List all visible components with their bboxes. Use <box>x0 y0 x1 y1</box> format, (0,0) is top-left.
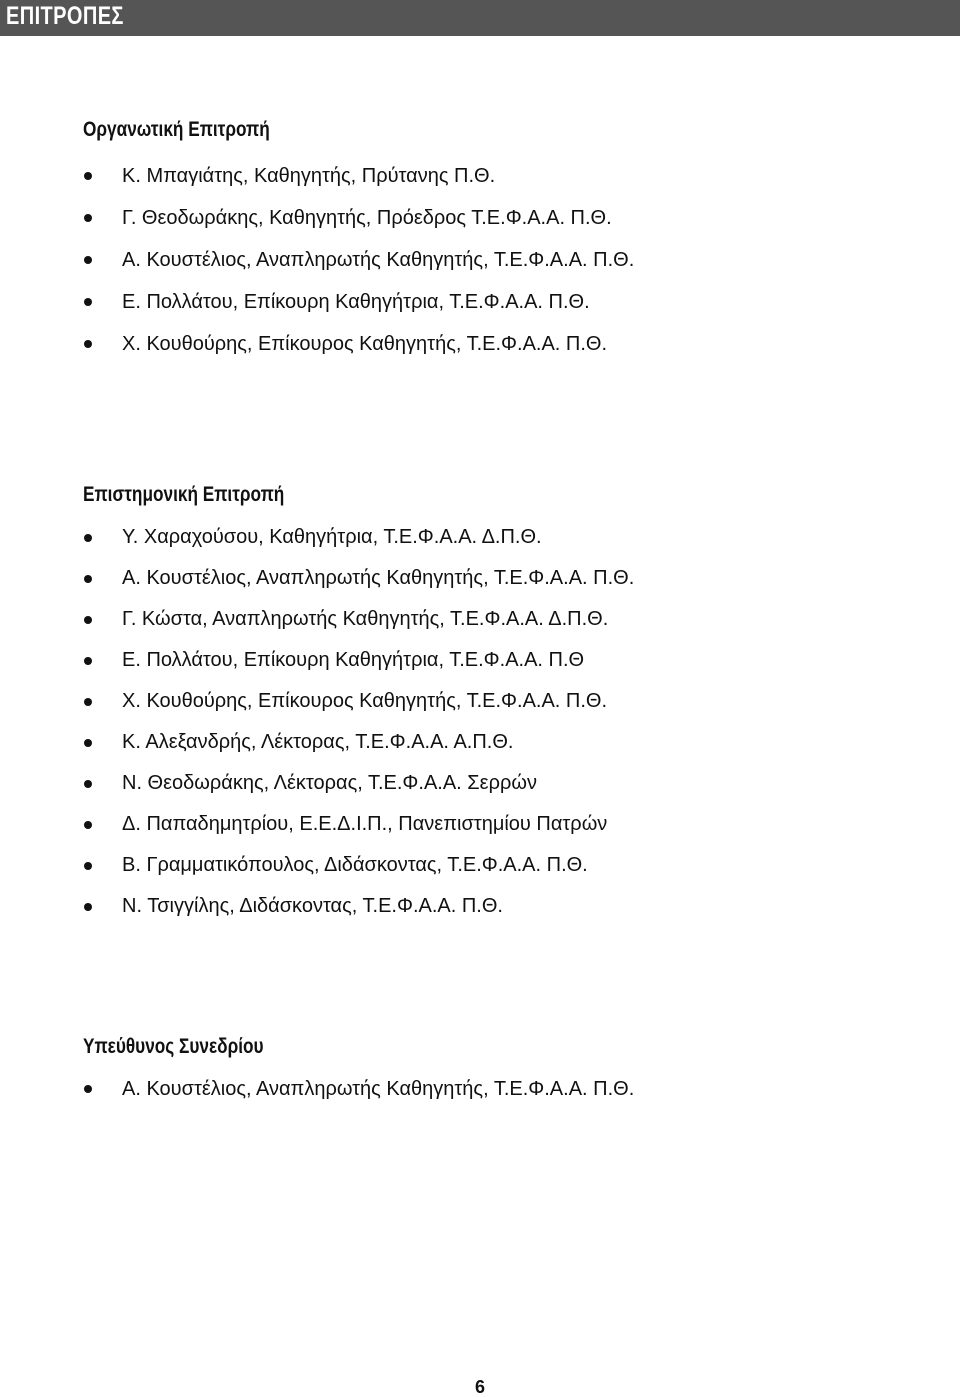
member-list <box>0 1068 943 1110</box>
member-text: Χ. Κουθούρης, Επίκουρος Καθηγητής, Τ.Ε.Φ.Α.Α. Π.Θ. <box>122 333 608 355</box>
section-scientific-committee <box>83 481 943 927</box>
list-item <box>0 197 943 239</box>
bullet-icon <box>84 657 92 665</box>
bullet-icon <box>84 780 92 788</box>
bullet-icon <box>84 739 92 747</box>
section-title: Υπεύθυνος Συνεδρίου <box>83 1035 264 1058</box>
bullet-icon <box>84 214 92 222</box>
member-text: Α. Κουστέλιος, Αναπληρωτής Καθηγητής, Τ.Ε.Φ.Α.Α. Π.Θ. <box>122 249 635 271</box>
member-text: Β. Γραμματικόπουλος, Διδάσκοντας, Τ.Ε.Φ.Α.Α. Π.Θ. <box>122 854 588 876</box>
list-item <box>0 155 943 197</box>
section-organizing-committee <box>83 116 943 365</box>
section-conference-chair <box>83 1033 943 1110</box>
member-text: Δ. Παπαδημητρίου, Ε.Ε.Δ.Ι.Π., Πανεπιστημίου Πατρών <box>122 813 608 835</box>
bullet-icon <box>84 256 92 264</box>
member-text: Γ. Κώστα, Αναπληρωτής Καθηγητής, Τ.Ε.Φ.Α.Α. Δ.Π.Θ. <box>122 608 609 630</box>
member-list <box>0 517 943 927</box>
member-text: Υ. Χαραχούσου, Καθηγήτρια, Τ.Ε.Φ.Α.Α. Δ.Π.Θ. <box>122 526 542 548</box>
bullet-icon <box>84 862 92 870</box>
member-text: Ε. Πολλάτου, Επίκουρη Καθηγήτρια, Τ.Ε.Φ.Α.Α. Π.Θ. <box>122 291 590 313</box>
header-bar <box>0 0 960 36</box>
list-item <box>0 599 943 640</box>
list-item <box>0 517 943 558</box>
bullet-icon <box>84 616 92 624</box>
list-item <box>0 558 943 599</box>
section-title: Οργανωτική Επιτροπή <box>83 118 270 141</box>
list-item <box>0 281 943 323</box>
page-title: ΕΠΙΤΡΟΠΕΣ <box>6 2 124 30</box>
member-text: Ε. Πολλάτου, Επίκουρη Καθηγήτρια, Τ.Ε.Φ.Α.Α. Π.Θ <box>122 649 585 671</box>
member-text: Κ. Μπαγιάτης, Καθηγητής, Πρύτανης Π.Θ. <box>122 165 496 187</box>
member-text: Ν. Τσιγγίλης, Διδάσκοντας, Τ.Ε.Φ.Α.Α. Π.Θ. <box>122 895 503 917</box>
list-item <box>0 1068 943 1110</box>
section-title: Επιστημονική Επιτροπή <box>83 483 285 506</box>
member-text: Κ. Αλεξανδρής, Λέκτορας, Τ.Ε.Φ.Α.Α. Α.Π.Θ. <box>122 731 514 753</box>
list-item <box>0 763 943 804</box>
list-item <box>0 722 943 763</box>
page-number: 6 <box>474 1377 485 1397</box>
list-item <box>0 239 943 281</box>
bullet-icon <box>84 821 92 829</box>
member-text: Γ. Θεοδωράκης, Καθηγητής, Πρόεδρος Τ.Ε.Φ.Α.Α. Π.Θ. <box>122 207 612 229</box>
list-item <box>0 886 943 927</box>
bullet-icon <box>84 1085 92 1093</box>
bullet-icon <box>84 172 92 180</box>
member-text: Ν. Θεοδωράκης, Λέκτορας, Τ.Ε.Φ.Α.Α. Σερρών <box>122 772 537 794</box>
list-item <box>0 845 943 886</box>
member-text: Χ. Κουθούρης, Επίκουρος Καθηγητής, Τ.Ε.Φ.Α.Α. Π.Θ. <box>122 690 608 712</box>
bullet-icon <box>84 534 92 542</box>
bullet-icon <box>84 340 92 348</box>
list-item <box>0 640 943 681</box>
member-list <box>0 155 943 365</box>
list-item <box>0 681 943 722</box>
list-item <box>0 804 943 845</box>
bullet-icon <box>84 298 92 306</box>
list-item <box>0 323 943 365</box>
bullet-icon <box>84 698 92 706</box>
bullet-icon <box>84 575 92 583</box>
bullet-icon <box>84 903 92 911</box>
member-text: Α. Κουστέλιος, Αναπληρωτής Καθηγητής, Τ.Ε.Φ.Α.Α. Π.Θ. <box>122 567 635 589</box>
member-text: Α. Κουστέλιος, Αναπληρωτής Καθηγητής, Τ.Ε.Φ.Α.Α. Π.Θ. <box>122 1078 635 1100</box>
